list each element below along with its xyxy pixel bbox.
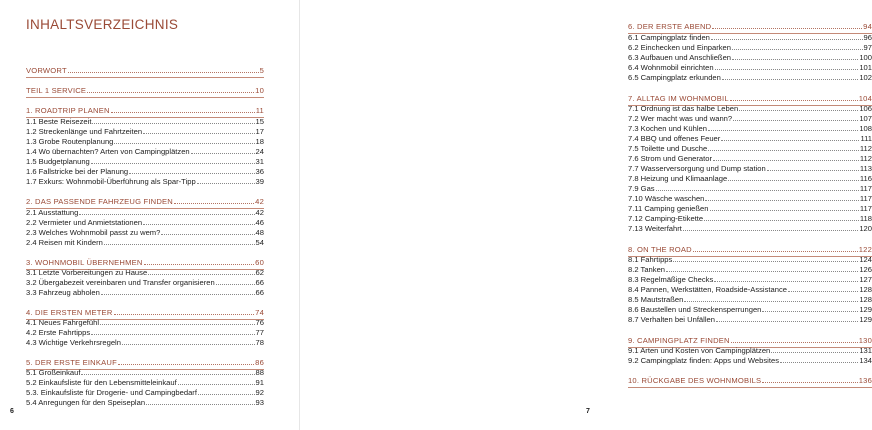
- toc-entry: [628, 73, 872, 83]
- dot-leader: [111, 106, 255, 113]
- toc-entry-label: 5.2 Einkaufsliste für den Lebensmitteleinkauf: [26, 378, 177, 387]
- toc-entry-label: 8.2 Tanken: [628, 265, 666, 274]
- dot-leader: [656, 184, 859, 191]
- dot-leader: [79, 208, 254, 215]
- dot-leader: [174, 197, 254, 204]
- toc-entry: [628, 275, 872, 285]
- dot-leader: [722, 73, 858, 80]
- toc-entry-label: 7.1 Ordnung ist das halbe Leben: [628, 104, 739, 113]
- toc-entry-label: 5.3. Einkaufsliste für Drogerie- und Campingbedarf: [26, 388, 197, 397]
- dot-leader: [780, 356, 858, 363]
- toc-entry: [26, 378, 264, 388]
- toc-entry-label: 1. ROADTRIP PLANEN: [26, 106, 110, 115]
- toc-entry-label: 7.12 Camping-Etikette: [628, 214, 704, 223]
- dot-leader: [732, 53, 858, 60]
- toc-entry-page: 128: [859, 295, 872, 304]
- toc-entry-page: 106: [859, 104, 872, 113]
- dot-leader: [101, 288, 255, 295]
- toc-entry-page: 96: [863, 33, 872, 42]
- toc-entry-label: 5.4 Anregungen für den Speiseplan: [26, 398, 146, 407]
- dot-leader: [191, 147, 255, 154]
- toc-entry: [628, 164, 872, 174]
- toc-entry-label: 7.9 Gas: [628, 184, 655, 193]
- toc-entry-label: 5.1 Großeinkauf: [26, 368, 81, 377]
- dot-leader: [129, 167, 254, 174]
- toc-entry-page: 76: [255, 318, 264, 327]
- toc-entry: [26, 157, 264, 167]
- toc-entry-page: 62: [255, 268, 264, 277]
- toc-entry-page: 97: [863, 43, 872, 52]
- dot-leader: [721, 134, 859, 141]
- toc-entry: [26, 318, 264, 328]
- right-toc-list: [300, 0, 872, 430]
- toc-entry: [628, 295, 872, 305]
- toc-entry-page: 120: [859, 224, 872, 233]
- toc-entry-page: 91: [255, 378, 264, 387]
- dot-leader: [713, 154, 859, 161]
- dot-leader: [666, 265, 858, 272]
- toc-entry-label: 6. DER ERSTE ABEND: [628, 22, 712, 31]
- toc-entry-page: 78: [255, 338, 264, 347]
- toc-entry-label: 4.3 Wichtige Verkehrsregeln: [26, 338, 121, 347]
- dot-leader: [705, 194, 858, 201]
- toc-chapter-heading: [26, 358, 264, 368]
- toc-entry-page: 36: [255, 167, 264, 176]
- toc-chapter-heading: [628, 94, 872, 104]
- dot-leader: [143, 127, 254, 134]
- toc-entry-page: 42: [255, 197, 264, 206]
- toc-entry: [26, 167, 264, 177]
- toc-entry: [628, 315, 872, 325]
- toc-entry-label: 2.4 Reisen mit Kindern: [26, 238, 103, 247]
- toc-entry: [26, 137, 264, 147]
- toc-entry: [26, 147, 264, 157]
- dot-leader: [198, 388, 255, 395]
- toc-entry: [26, 288, 264, 298]
- dot-leader: [216, 278, 255, 285]
- left-toc-list: [0, 0, 300, 430]
- toc-entry-label: 4.2 Erste Fahrtipps: [26, 328, 91, 337]
- toc-entry-label: 6.4 Wohnmobil einrichten: [628, 63, 714, 72]
- toc-entry: [628, 214, 872, 224]
- dot-leader: [104, 238, 255, 245]
- heading-rule: [628, 387, 872, 388]
- toc-entry: [26, 338, 264, 348]
- toc-entry-label: 1.6 Fallstricke bei der Planung: [26, 167, 129, 176]
- dot-leader: [788, 285, 858, 292]
- toc-entry: [628, 174, 872, 184]
- dot-leader: [704, 214, 859, 221]
- toc-entry-label: 3. WOHNMOBIL ÜBERNEHMEN: [26, 258, 143, 267]
- toc-entry-page: 54: [255, 238, 264, 247]
- toc-entry-label: 3.1 Letzte Vorbereitungen zu Hause: [26, 268, 148, 277]
- toc-entry: [26, 228, 264, 238]
- toc-entry: [628, 154, 872, 164]
- toc-entry-page: 102: [859, 73, 872, 82]
- toc-entry-page: 112: [859, 144, 872, 153]
- toc-entry-label: 7.11 Camping genießen: [628, 204, 709, 213]
- toc-entry-page: 134: [859, 356, 872, 365]
- toc-entry-label: 8.1 Fahrtipps: [628, 255, 673, 264]
- toc-chapter-heading: [26, 106, 264, 116]
- dot-leader: [118, 358, 254, 365]
- toc-chapter-heading: [26, 86, 264, 96]
- toc-entry-page: 66: [255, 288, 264, 297]
- dot-leader: [91, 328, 254, 335]
- toc-entry-page: 124: [859, 255, 872, 264]
- toc-entry-label: 9.1 Arten und Kosten von Campingplätzen: [628, 346, 771, 355]
- dot-leader: [114, 137, 254, 144]
- dot-leader: [91, 157, 255, 164]
- toc-entry-label: 9.2 Campingplatz finden: Apps und Websites: [628, 356, 779, 365]
- toc-entry: [26, 238, 264, 248]
- toc-entry-page: 94: [863, 22, 872, 31]
- toc-entry: [26, 117, 264, 127]
- toc-chapter-heading: [628, 245, 872, 255]
- toc-entry-page: 107: [859, 114, 872, 123]
- toc-chapter-heading: [628, 376, 872, 386]
- toc-entry-label: 9. CAMPINGPLATZ FINDEN: [628, 336, 730, 345]
- dot-leader: [122, 338, 255, 345]
- toc-entry: [628, 346, 872, 356]
- toc-entry-label: 10. RÜCKGABE DES WOHNMOBILS: [628, 376, 762, 385]
- toc-entry-page: 117: [859, 204, 872, 213]
- toc-entry-page: 46: [255, 218, 264, 227]
- toc-entry-page: 92: [255, 388, 264, 397]
- toc-entry-page: 17: [255, 127, 264, 136]
- toc-entry-page: 93: [255, 398, 264, 407]
- dot-leader: [161, 228, 254, 235]
- toc-entry-page: 116: [859, 174, 872, 183]
- toc-entry-label: 8. ON THE ROAD: [628, 245, 692, 254]
- toc-entry-page: 126: [859, 265, 872, 274]
- toc-entry-label: 7.3 Kochen und Kühlen: [628, 124, 707, 133]
- toc-chapter-heading: [26, 258, 264, 268]
- heading-rule: [26, 77, 264, 78]
- right-page: [300, 0, 872, 430]
- dot-leader: [81, 368, 254, 375]
- toc-entry-page: 136: [858, 376, 872, 385]
- dot-leader: [728, 174, 859, 181]
- toc-entry: [26, 368, 264, 378]
- toc-entry-page: 24: [255, 147, 264, 156]
- toc-entry-page: 74: [255, 308, 264, 317]
- dot-leader: [708, 124, 858, 131]
- toc-entry-label: 6.5 Campingplatz erkunden: [628, 73, 721, 82]
- toc-entry-page: 77: [255, 328, 264, 337]
- dot-leader: [100, 318, 255, 325]
- toc-entry-page: 86: [255, 358, 264, 367]
- toc-entry-label: 7. ALLTAG IM WOHNMOBIL: [628, 94, 729, 103]
- toc-entry-page: 100: [859, 53, 872, 62]
- toc-entry-page: 104: [858, 94, 872, 103]
- toc-entry-label: 6.1 Campingplatz finden: [628, 33, 710, 42]
- toc-entry-label: 4.1 Neues Fahrgefühl: [26, 318, 100, 327]
- toc-entry: [26, 388, 264, 398]
- toc-entry: [628, 33, 872, 43]
- toc-entry-label: 2.1 Ausstattung: [26, 208, 79, 217]
- toc-entry: [26, 127, 264, 137]
- toc-entry-label: 7.6 Strom und Generator: [628, 154, 712, 163]
- toc-chapter-heading: [26, 66, 264, 76]
- toc-entry-label: 8.7 Verhalten bei Unfällen: [628, 315, 715, 324]
- toc-entry-page: 127: [859, 275, 872, 284]
- toc-entry-label: 8.4 Pannen, Werkstätten, Roadside-Assistance: [628, 285, 787, 294]
- dot-leader: [710, 204, 859, 211]
- toc-entry-page: 113: [859, 164, 872, 173]
- dot-leader: [143, 218, 254, 225]
- toc-entry: [628, 305, 872, 315]
- toc-entry-page: 60: [255, 258, 264, 267]
- toc-entry: [628, 194, 872, 204]
- dot-leader: [739, 104, 858, 111]
- toc-entry-label: 1.5 Budgetplanung: [26, 157, 90, 166]
- toc-entry-label: 1.4 Wo übernachten? Arten von Campingplätzen: [26, 147, 190, 156]
- toc-entry: [628, 144, 872, 154]
- toc-entry-page: 10: [255, 86, 264, 95]
- dot-leader: [732, 43, 863, 50]
- toc-entry-page: 131: [859, 346, 872, 355]
- dot-leader: [144, 258, 255, 265]
- toc-entry-label: 7.2 Wer macht was und wann?: [628, 114, 733, 123]
- dot-leader: [767, 164, 859, 171]
- dot-leader: [715, 63, 859, 70]
- toc-entry: [628, 224, 872, 234]
- toc-entry-label: 6.3 Aufbauen und Anschließen: [628, 53, 732, 62]
- toc-entry: [628, 204, 872, 214]
- dot-leader: [762, 305, 858, 312]
- toc-entry-label: 7.5 Toilette und Dusche: [628, 144, 708, 153]
- dot-leader: [708, 144, 859, 151]
- toc-title: INHALTSVERZEICHNIS: [26, 17, 179, 32]
- toc-entry-page: 111: [860, 134, 872, 143]
- dot-leader: [733, 114, 858, 121]
- toc-entry: [628, 104, 872, 114]
- toc-entry-page: 108: [859, 124, 872, 133]
- toc-entry: [26, 268, 264, 278]
- toc-entry-label: 3.2 Übergabezeit vereinbaren und Transfer organisieren: [26, 278, 215, 287]
- page-number-left: 6: [10, 408, 14, 415]
- dot-leader: [92, 117, 254, 124]
- page-number-right: 7: [586, 408, 590, 415]
- toc-entry: [26, 177, 264, 187]
- dot-leader: [87, 86, 254, 93]
- toc-entry: [628, 184, 872, 194]
- toc-entry-page: 112: [859, 154, 872, 163]
- toc-entry-label: VORWORT: [26, 66, 67, 75]
- toc-entry-label: TEIL 1 SERVICE: [26, 86, 87, 95]
- toc-entry-label: 7.10 Wäsche waschen: [628, 194, 705, 203]
- toc-entry-page: 15: [255, 117, 264, 126]
- toc-entry: [628, 134, 872, 144]
- toc-entry-page: 11: [255, 106, 264, 115]
- toc-entry-page: 128: [859, 285, 872, 294]
- toc-entry-label: 1.2 Streckenlänge und Fahrtzeiten: [26, 127, 143, 136]
- toc-entry: [628, 63, 872, 73]
- left-page: [0, 0, 300, 430]
- dot-leader: [712, 22, 862, 29]
- toc-chapter-heading: [628, 22, 872, 32]
- toc-entry-page: 130: [858, 336, 872, 345]
- dot-leader: [693, 245, 858, 252]
- dot-leader: [197, 177, 255, 184]
- toc-entry-page: 48: [255, 228, 264, 237]
- toc-entry: [628, 114, 872, 124]
- dot-leader: [730, 94, 858, 101]
- toc-entry: [26, 398, 264, 408]
- toc-entry-label: 1.3 Grobe Routenplanung: [26, 137, 114, 146]
- toc-entry: [26, 328, 264, 338]
- toc-entry-label: 8.6 Baustellen und Streckensperrungen: [628, 305, 762, 314]
- dot-leader: [146, 398, 254, 405]
- toc-entry-page: 5: [259, 66, 264, 75]
- dot-leader: [714, 275, 858, 282]
- toc-entry: [628, 356, 872, 366]
- toc-entry: [26, 278, 264, 288]
- toc-entry-label: 7.8 Heizung und Klimaanlage: [628, 174, 728, 183]
- toc-entry-label: 7.4 BBQ und offenes Feuer: [628, 134, 721, 143]
- toc-entry-label: 7.7 Wasserversorgung und Dump station: [628, 164, 766, 173]
- toc-entry: [628, 53, 872, 63]
- toc-entry-page: 129: [859, 305, 872, 314]
- dot-leader: [684, 295, 858, 302]
- toc-entry-page: 101: [859, 63, 872, 72]
- heading-rule: [26, 97, 264, 98]
- toc-entry: [26, 218, 264, 228]
- toc-entry-label: 2.2 Vermieter und Anmietstationen: [26, 218, 143, 227]
- toc-entry-label: 3.3 Fahrzeug abholen: [26, 288, 100, 297]
- toc-chapter-heading: [26, 308, 264, 318]
- toc-chapter-heading: [26, 197, 264, 207]
- toc-entry: [628, 255, 872, 265]
- toc-entry: [628, 124, 872, 134]
- toc-entry-label: 2. DAS PASSENDE FAHRZEUG FINDEN: [26, 197, 173, 206]
- dot-leader: [771, 346, 858, 353]
- toc-chapter-heading: [628, 336, 872, 346]
- toc-entry-page: 117: [859, 194, 872, 203]
- dot-leader: [68, 66, 259, 73]
- toc-entry-label: 5. DER ERSTE EINKAUF: [26, 358, 117, 367]
- toc-entry-page: 39: [255, 177, 264, 186]
- toc-entry-label: 4. DIE ERSTEN METER: [26, 308, 113, 317]
- toc-entry-page: 117: [859, 184, 872, 193]
- dot-leader: [716, 315, 858, 322]
- toc-entry: [628, 265, 872, 275]
- dot-leader: [711, 33, 863, 40]
- toc-entry: [26, 208, 264, 218]
- dot-leader: [731, 336, 858, 343]
- toc-entry-label: 1.7 Exkurs: Wohnmobil-Überführung als Spar-Tipp: [26, 177, 196, 186]
- dot-leader: [762, 376, 857, 383]
- toc-entry: [628, 43, 872, 53]
- toc-entry-label: 1.1 Beste Reisezeit: [26, 117, 92, 126]
- dot-leader: [683, 224, 858, 231]
- toc-entry-label: 7.13 Weiterfahrt: [628, 224, 682, 233]
- toc-entry-page: 129: [859, 315, 872, 324]
- toc-entry-page: 66: [255, 278, 264, 287]
- toc-entry-page: 88: [255, 368, 264, 377]
- toc-entry-page: 18: [255, 137, 264, 146]
- toc-entry-label: 8.5 Mautstraßen: [628, 295, 684, 304]
- dot-leader: [114, 308, 255, 315]
- dot-leader: [673, 255, 858, 262]
- toc-entry-page: 118: [859, 214, 872, 223]
- dot-leader: [178, 378, 255, 385]
- toc-entry-label: 2.3 Welches Wohnmobil passt zu wem?: [26, 228, 161, 237]
- dot-leader: [148, 268, 254, 275]
- toc-entry-page: 122: [858, 245, 872, 254]
- toc-entry: [628, 285, 872, 295]
- toc-entry-label: 6.2 Einchecken und Einparken: [628, 43, 732, 52]
- toc-entry-page: 31: [255, 157, 264, 166]
- toc-entry-label: 8.3 Regelmäßige Checks: [628, 275, 714, 284]
- toc-entry-page: 42: [255, 208, 264, 217]
